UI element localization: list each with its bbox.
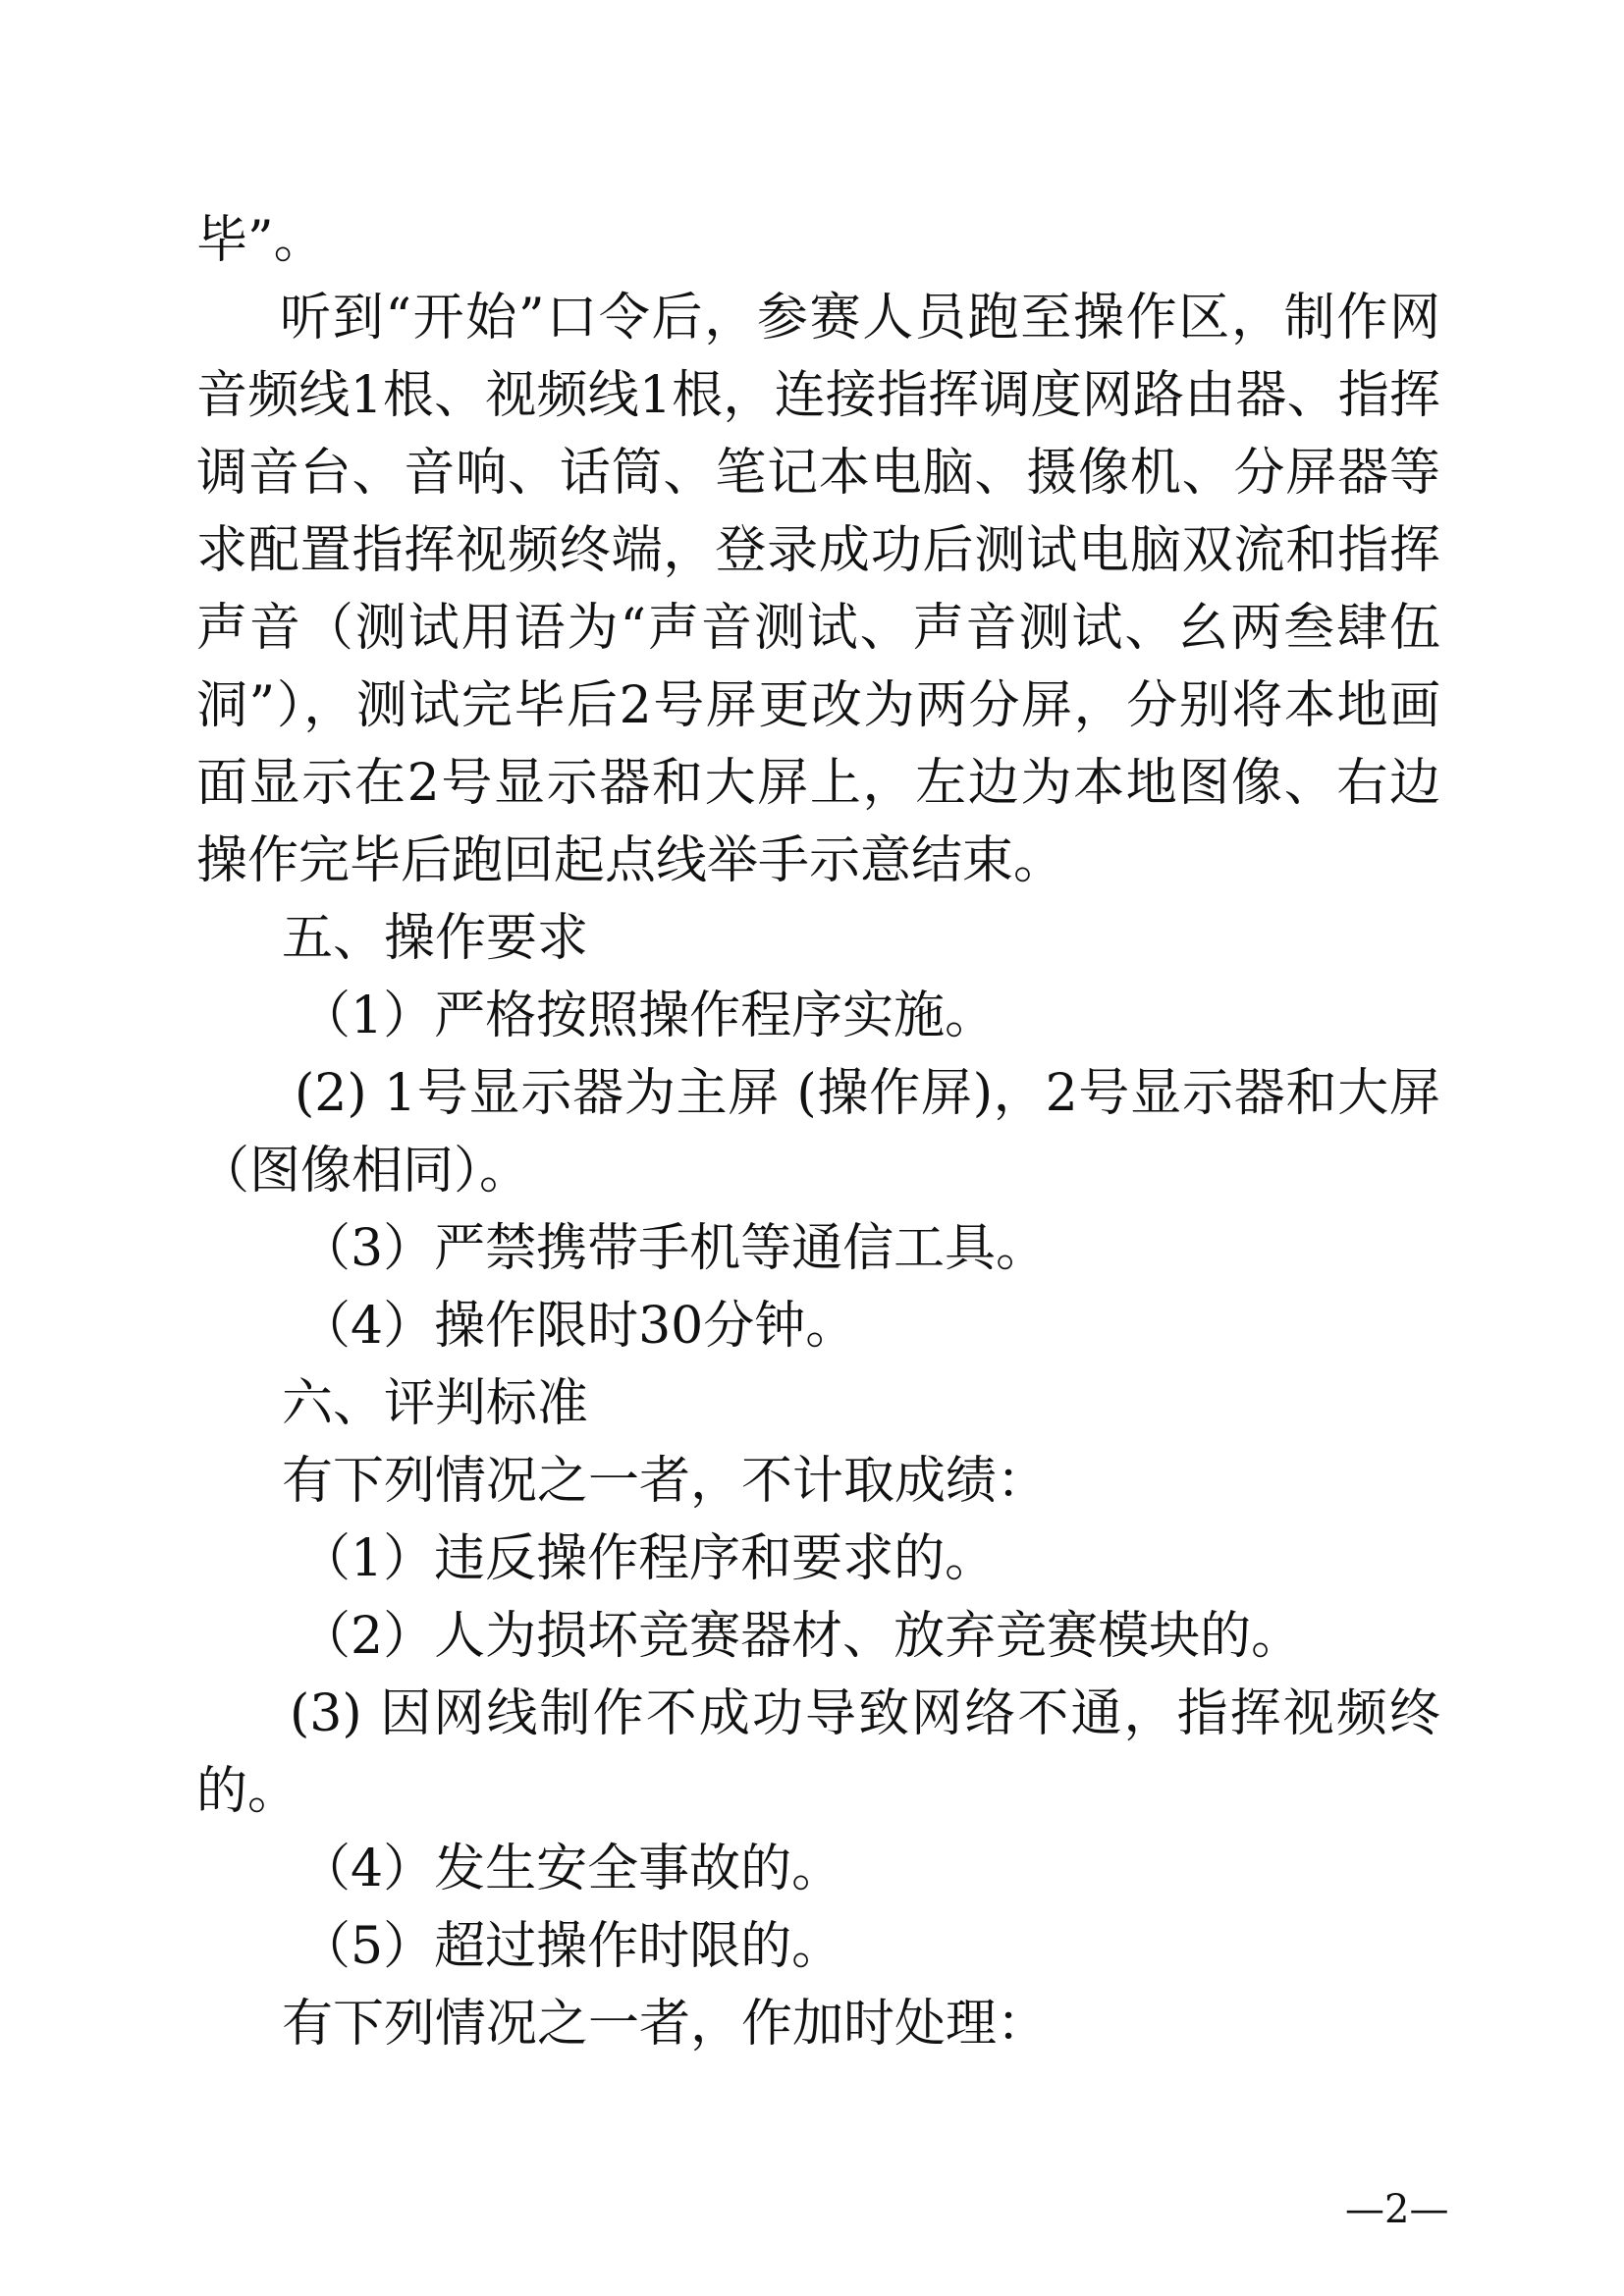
list-item: （5）超过操作时限的。	[299, 1917, 843, 1976]
list-item: （1）严格按照操作程序实施。	[299, 987, 997, 1045]
paragraph-line: 面显示在2号显示器和大屏上，左边为本地图像、右边	[196, 754, 1440, 813]
paragraph-line: 听到“开始”口令后，参赛人员跑至操作区，制作网	[280, 289, 1440, 347]
list-item-continuation: 的。	[196, 1762, 299, 1821]
list-item: （2）人为损坏竞赛器材、放弃竞赛模块的。	[299, 1607, 1303, 1666]
paragraph-line: 有下列情况之一者，作加时处理：	[282, 1995, 1049, 2054]
list-item: (3) 因网线制作不成功导致网络不通，指挥视频终	[290, 1684, 1440, 1743]
list-item: （3）严禁携带手机等通信工具。	[299, 1219, 1048, 1278]
paragraph-line: 求配置指挥视频终端，登录成功后测试电脑双流和指挥	[196, 521, 1440, 580]
paragraph-line: 操作完毕后跑回起点线举手示意结束。	[196, 831, 1065, 890]
paragraph-line: 有下列情况之一者，不计取成绩：	[282, 1452, 1049, 1511]
page-number: —2—	[1345, 2187, 1449, 2232]
paragraph-line: 调音台、音响、话筒、笔记本电脑、摄像机、分屏器等	[196, 444, 1440, 503]
section-heading: 五、操作要求	[282, 909, 589, 968]
paragraph-line: 音频线1根、视频线1根，连接指挥调度网路由器、指挥	[196, 366, 1440, 425]
list-item: （4）发生安全事故的。	[299, 1840, 843, 1898]
list-item-continuation: （图像相同）。	[198, 1142, 531, 1201]
paragraph-line: 声音（测试用语为“声音测试、声音测试、幺两叁肆伍	[196, 599, 1440, 658]
list-item: (2) 1号显示器为主屏 (操作屏)，2号显示器和大屏	[295, 1064, 1440, 1123]
section-heading: 六、评判标准	[282, 1374, 589, 1433]
list-item: （1）违反操作程序和要求的。	[299, 1529, 997, 1588]
paragraph-line: 洞”），测试完毕后2号屏更改为两分屏，分别将本地画	[196, 676, 1440, 735]
list-item: （4）操作限时30分钟。	[299, 1297, 857, 1356]
text-line: 毕”。	[196, 211, 325, 270]
